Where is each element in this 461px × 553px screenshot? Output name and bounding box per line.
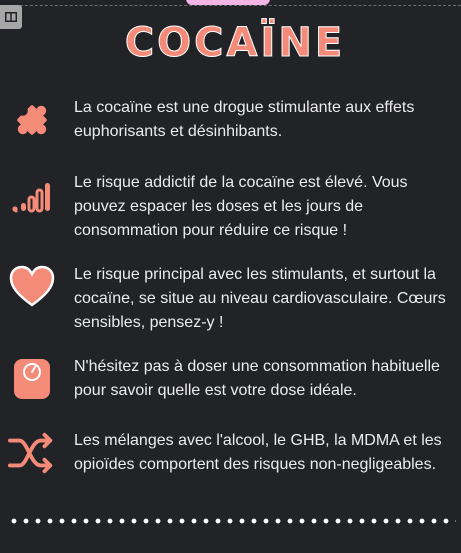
- heart-icon: [9, 264, 55, 310]
- signal-bars-icon: [10, 175, 54, 219]
- item-icon-wrap: [8, 173, 56, 221]
- info-text: Les mélanges avec l'alcool, le GHB, la MDMA et les opioïdes comportent des risques non-negligeables.: [74, 432, 442, 473]
- shuffle-icon: [8, 430, 56, 476]
- info-text: La cocaïne est une drogue stimulante aux effets euphorisants et désinhibants.: [74, 99, 415, 140]
- page-title: [90, 12, 380, 74]
- info-text: Le risque principal avec les stimulants, et surtout la cocaïne, se situe au niveau cardiovasculaire. Cœurs sensibles, pensez-y !: [74, 266, 446, 331]
- top-tab[interactable]: [186, 0, 270, 5]
- info-text: Le risque addictif de la cocaïne est élevé. Vous pouvez espacer les doses et les jours de consommation pour réduire ce risque !: [74, 174, 408, 239]
- scale-icon: [10, 356, 54, 402]
- info-text: N'hésitez pas à doser une consommation habituelle pour savoir quelle est votre dose idéale.: [74, 358, 440, 399]
- dotted-divider: [8, 517, 456, 525]
- item-icon-wrap: [8, 263, 56, 311]
- item-icon-wrap: [8, 96, 56, 144]
- page-title-text: COCAÏNE: [124, 20, 346, 66]
- layout-icon: [5, 12, 17, 22]
- layout-toggle-button[interactable]: [0, 5, 22, 29]
- puzzle-icon: [9, 97, 55, 143]
- item-icon-wrap: [8, 429, 56, 477]
- item-icon-wrap: [8, 355, 56, 403]
